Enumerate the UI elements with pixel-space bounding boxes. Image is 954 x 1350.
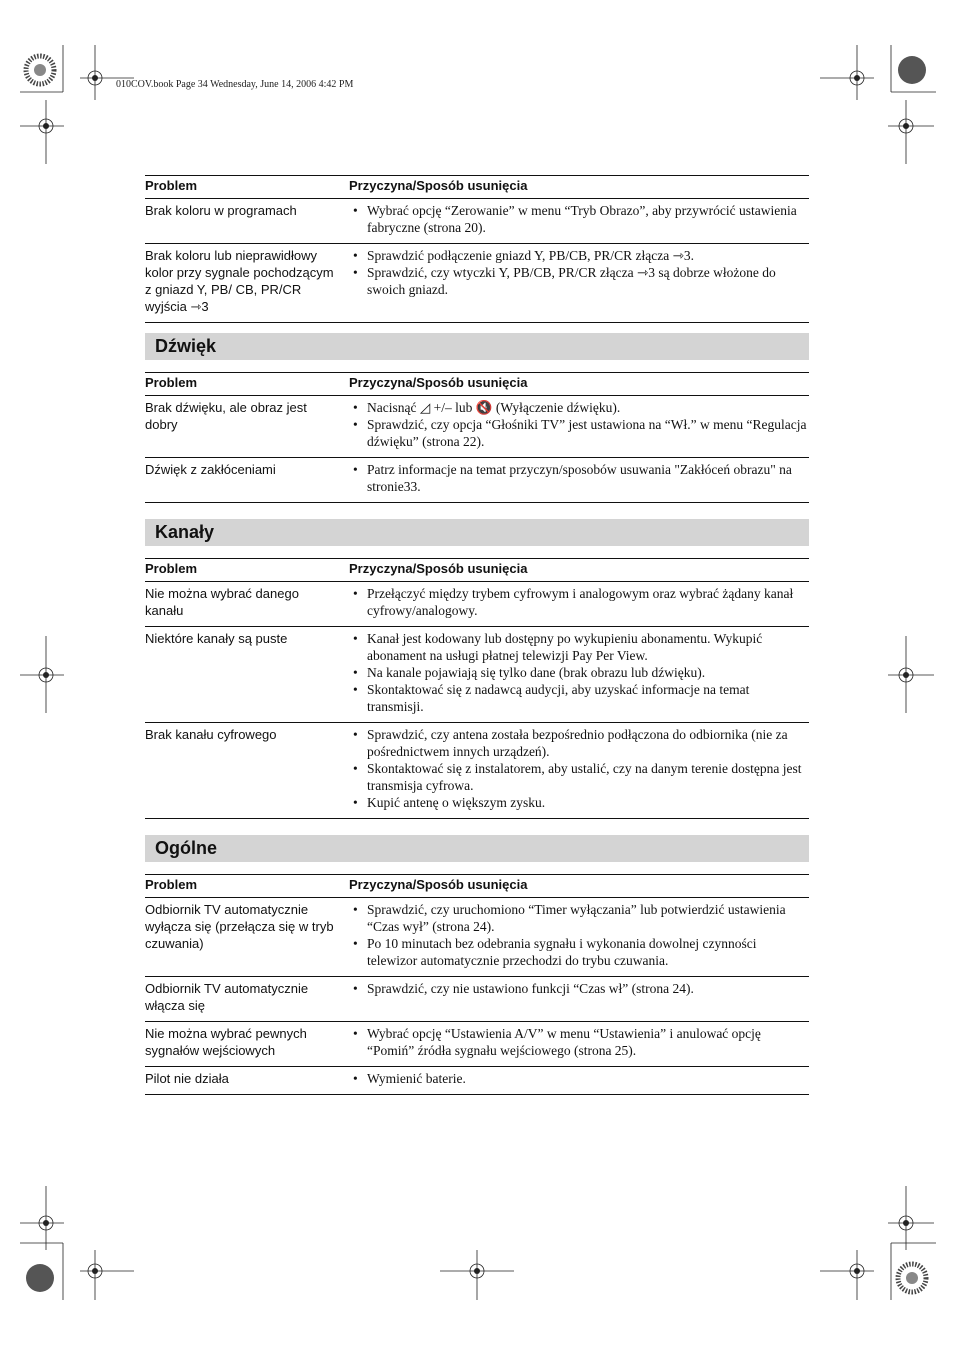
solution-bullet: • Po 10 minutach bez odebrania sygnału i wykonania dowolnej czynności telewizor automatycznie przechodzi do trybu czuwania. bbox=[349, 935, 809, 969]
solution-bullet: • Nacisnąć ◿ +/– lub 🔇 (Wyłączenie dźwięku). bbox=[349, 399, 809, 416]
solution-bullet: • Skontaktować się z instalatorem, aby ustalić, czy na danym terenie dostępna jest transmisja cyfrowa. bbox=[349, 760, 809, 794]
column-header-solution: Przyczyna/Sposób usunięcia bbox=[349, 559, 809, 582]
table-row bbox=[145, 1067, 809, 1095]
problem-cell: Nie można wybrać pewnych sygnałów wejściowych bbox=[145, 1022, 349, 1067]
solution-bullet: • Na kanale pojawiają się tylko dane (brak obrazu lub dźwięku). bbox=[349, 664, 809, 681]
problem-cell: Odbiornik TV automatycznie włącza się bbox=[145, 977, 349, 1022]
table-row bbox=[145, 723, 809, 819]
solution-bullet: • Sprawdzić, czy uruchomiono “Timer wyłączania” lub potwierdzić ustawienia “Czas wył” (strona 24). bbox=[349, 901, 809, 935]
column-header-solution: Przyczyna/Sposób usunięcia bbox=[349, 373, 809, 396]
column-header-solution: Przyczyna/Sposób usunięcia bbox=[349, 875, 809, 898]
channels-table bbox=[145, 558, 809, 819]
problem-cell: Niektóre kanały są puste bbox=[145, 627, 349, 723]
file-header: 010COV.book Page 34 Wednesday, June 14, 2006 4:42 PM bbox=[116, 79, 354, 90]
problem-cell: Pilot nie działa bbox=[145, 1067, 349, 1095]
picture-table bbox=[145, 175, 809, 323]
solution-bullet: • Przełączyć między trybem cyfrowym i analogowym oraz wybrać żądany kanał cyfrowy/analogowy. bbox=[349, 585, 809, 619]
table-row bbox=[145, 977, 809, 1022]
table-row bbox=[145, 199, 809, 244]
solution-bullet: • Kanał jest kodowany lub dostępny po wykupieniu abonamentu. Wykupić abonament na usługi płatnej telewizji Pay Per View. bbox=[349, 630, 809, 664]
problem-cell: Odbiornik TV automatycznie wyłącza się (przełącza się w tryb czuwania) bbox=[145, 898, 349, 977]
section-title: Kanały bbox=[155, 522, 215, 542]
solution-bullet: • Skontaktować się z nadawcą audycji, aby uzyskać informacje na temat transmisji. bbox=[349, 681, 809, 715]
column-header-solution: Przyczyna/Sposób usunięcia bbox=[349, 176, 809, 199]
section-heading-general bbox=[145, 835, 809, 862]
solution-bullet: • Wymienić baterie. bbox=[349, 1070, 809, 1087]
solution-bullet: • Sprawdzić podłączenie gniazd Y, PB/CB, PR/CR złącza ⇾3. bbox=[349, 247, 809, 264]
problem-cell: Brak koloru lub nieprawidłowy kolor przy sygnale pochodzącym z gniazd Y, PB/ CB, PR/CR wyjścia ⇾3 bbox=[145, 244, 349, 323]
column-header-problem: Problem bbox=[145, 875, 349, 898]
section-heading-sound bbox=[145, 333, 809, 360]
table-row bbox=[145, 898, 809, 977]
solution-bullet: • Wybrać opcję “Zerowanie” w menu “Tryb Obrazo”, aby przywrócić ustawienia fabryczne (strona 20). bbox=[349, 202, 809, 236]
column-header-problem: Problem bbox=[145, 373, 349, 396]
general-table bbox=[145, 874, 809, 1095]
section-heading-channels bbox=[145, 519, 809, 546]
troubleshooting-content bbox=[145, 175, 809, 1095]
table-row bbox=[145, 244, 809, 323]
solution-bullet: • Sprawdzić, czy antena została bezpośrednio podłączona do odbiornika (nie za pośrednictwem innych urządzeń). bbox=[349, 726, 809, 760]
solution-bullet: • Sprawdzić, czy nie ustawiono funkcji “Czas wł” (strona 24). bbox=[349, 980, 809, 997]
table-row bbox=[145, 627, 809, 723]
problem-cell: Brak kanału cyfrowego bbox=[145, 723, 349, 819]
column-header-problem: Problem bbox=[145, 559, 349, 582]
problem-cell: Brak koloru w programach bbox=[145, 199, 349, 244]
solution-bullet: • Patrz informacje na temat przyczyn/sposobów usuwania "Zakłóceń obrazu" na stronie33. bbox=[349, 461, 809, 495]
column-header-problem: Problem bbox=[145, 176, 349, 199]
table-row bbox=[145, 582, 809, 627]
solution-bullet: • Kupić antenę o większym zysku. bbox=[349, 794, 809, 811]
sound-table bbox=[145, 372, 809, 503]
solution-bullet: • Sprawdzić, czy opcja “Głośniki TV” jest ustawiona na “Wł.” w menu “Regulacja dźwięku” (strona 22). bbox=[349, 416, 809, 450]
section-title: Dźwięk bbox=[155, 336, 217, 356]
solution-bullet: • Wybrać opcję “Ustawienia A/V” w menu “Ustawienia” i anulować opcję “Pomiń” źródła sygnału wejściowego (strona 25). bbox=[349, 1025, 809, 1059]
table-row bbox=[145, 1022, 809, 1067]
section-title: Ogólne bbox=[155, 838, 217, 858]
problem-cell: Brak dźwięku, ale obraz jest dobry bbox=[145, 396, 349, 458]
solution-bullet: • Sprawdzić, czy wtyczki Y, PB/CB, PR/CR złącza ⇾3 są dobrze włożone do swoich gniazd. bbox=[349, 264, 809, 298]
table-row bbox=[145, 396, 809, 458]
problem-cell: Dźwięk z zakłóceniami bbox=[145, 458, 349, 503]
table-row bbox=[145, 458, 809, 503]
problem-cell: Nie można wybrać danego kanału bbox=[145, 582, 349, 627]
